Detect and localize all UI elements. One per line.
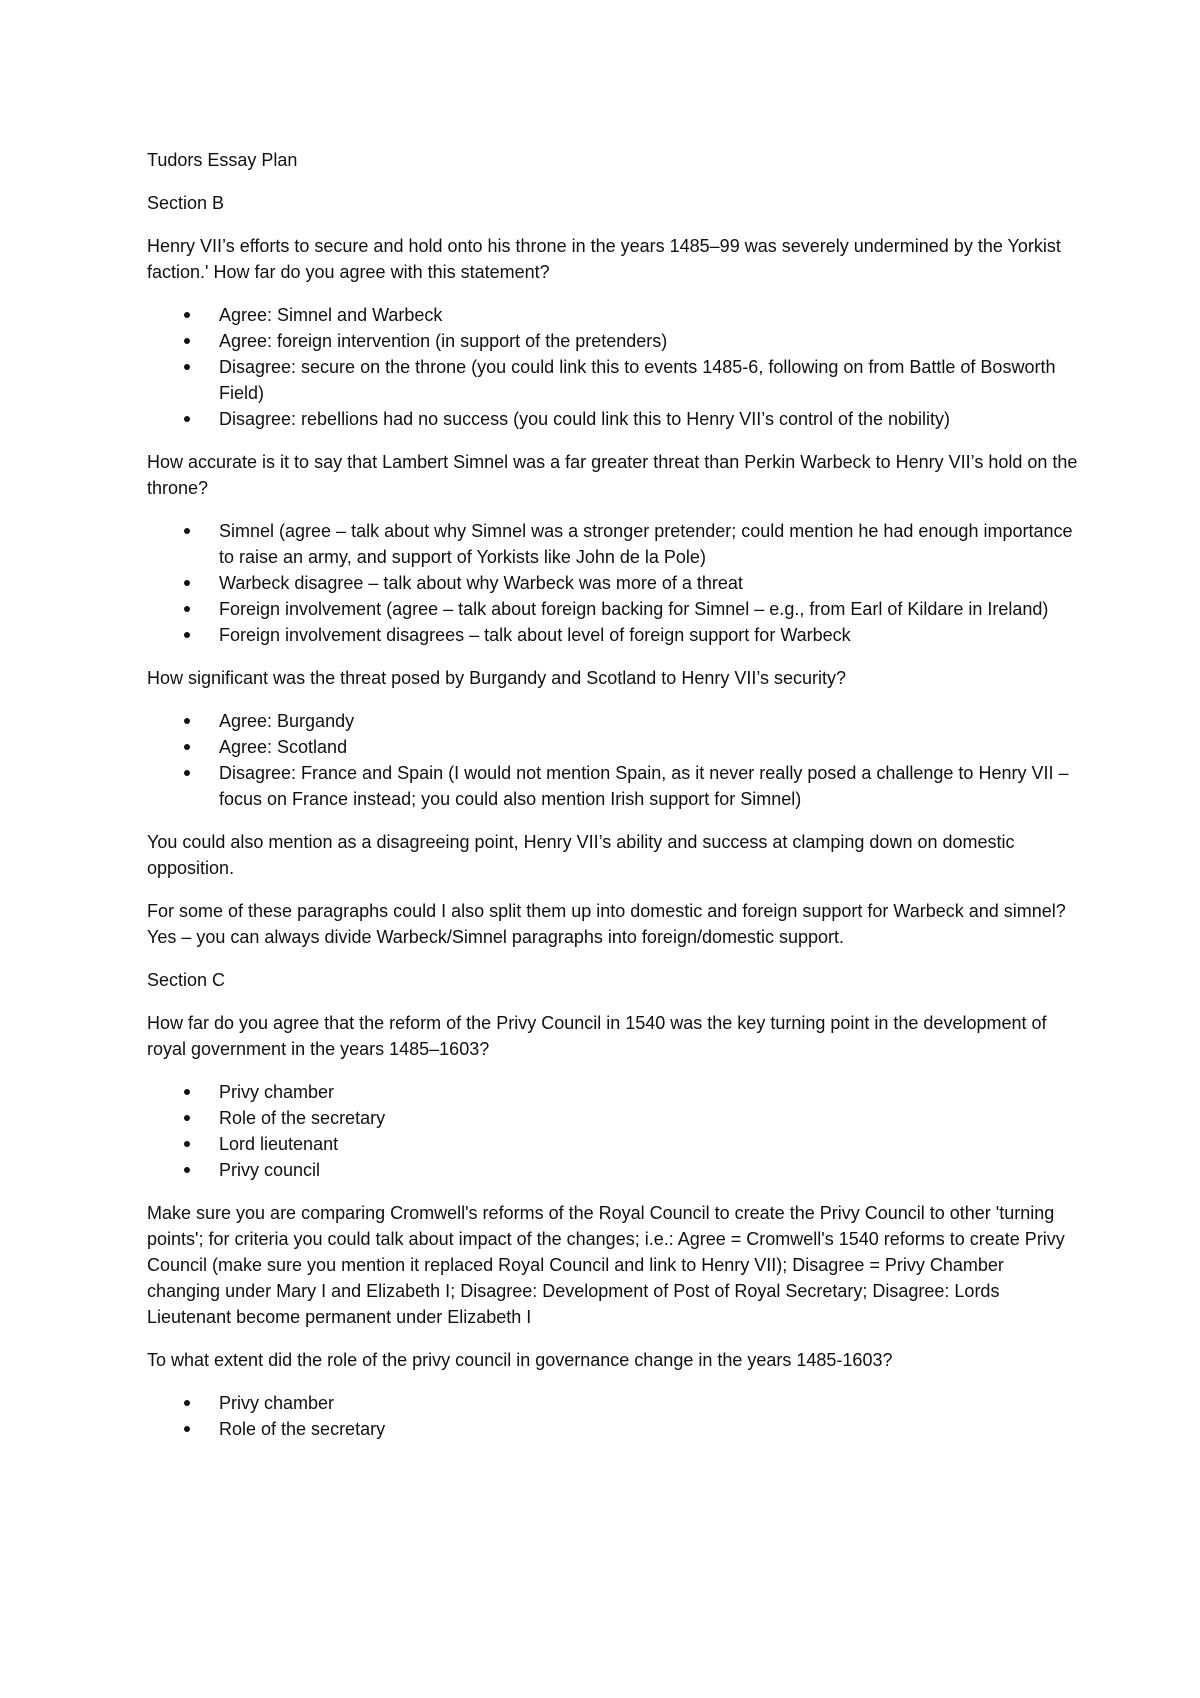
bullet-icon [184,364,190,370]
list-item: Agree: foreign intervention (in support of the pretenders) [147,328,1080,354]
bullet-icon [184,770,190,776]
bullet-icon [184,1167,190,1173]
question-2-points [147,518,1080,648]
question-3-points [147,708,1080,812]
bullet-icon [184,1400,190,1406]
list-item: Lord lieutenant [147,1131,1080,1157]
list-item: Agree: Scotland [147,734,1080,760]
note-domestic-foreign: For some of these paragraphs could I also split them up into domestic and foreign support for Warbeck and simnel? Yes – you can always divide Warbeck/Simnel paragraphs into foreign/domestic support. [147,901,1066,947]
bullet-icon [184,416,190,422]
bullet-icon [184,528,190,534]
note-cromwell-reforms: Make sure you are comparing Cromwell's reforms of the Royal Council to create the Privy Council to other 'turning points'; for criteria you could talk about impact of the changes; i.e.: Agree = Cromwell's 1540 reforms to create Privy Council (make sure you mention it replaced Royal Council and link to Henry VII); Disagree = Privy Chamber changing under Mary I and Elizabeth I; Disagree: Development of Post of Royal Secretary; Disagree: Lords Lieutenant become permanent under Elizabeth I [147,1203,1065,1327]
list-item: Foreign involvement disagrees – talk about level of foreign support for Warbeck [147,622,1080,648]
list-item: Role of the secretary [147,1416,1080,1442]
question-5: To what extent did the role of the privy council in governance change in the years 1485-1603? [147,1350,893,1370]
bullet-icon [184,632,190,638]
bullet-icon [184,744,190,750]
list-item: Role of the secretary [147,1105,1080,1131]
list-item: Agree: Simnel and Warbeck [147,302,1080,328]
question-1-points [147,302,1080,432]
bullet-icon [184,338,190,344]
note-domestic-opposition: You could also mention as a disagreeing point, Henry VII’s ability and success at clamping down on domestic opposition. [147,832,1015,878]
document-title: Tudors Essay Plan [147,150,298,170]
list-item: Disagree: rebellions had no success (you could link this to Henry VII’s control of the nobility) [147,406,1080,432]
bullet-icon [184,312,190,318]
list-item: Disagree: secure on the throne (you could link this to events 1485-6, following on from Battle of Bosworth Field) [147,354,1080,406]
bullet-icon [184,606,190,612]
question-2: How accurate is it to say that Lambert Simnel was a far greater threat than Perkin Warbeck to Henry VII’s hold on the throne? [147,452,1078,498]
list-item: Disagree: France and Spain (I would not mention Spain, as it never really posed a challenge to Henry VII – focus on France instead; you could also mention Irish support for Simnel) [147,760,1080,812]
bullet-icon [184,1141,190,1147]
list-item: Privy chamber [147,1079,1080,1105]
question-3: How significant was the threat posed by Burgandy and Scotland to Henry VII’s security? [147,668,847,688]
list-item: Simnel (agree – talk about why Simnel was a stronger pretender; could mention he had enough importance to raise an army, and support of Yorkists like John de la Pole) [147,518,1080,570]
bullet-icon [184,718,190,724]
question-5-points [147,1390,1080,1442]
list-item: Foreign involvement (agree – talk about foreign backing for Simnel – e.g., from Earl of Kildare in Ireland) [147,596,1080,622]
list-item: Privy chamber [147,1390,1080,1416]
question-4-points [147,1079,1080,1183]
list-item: Privy council [147,1157,1080,1183]
bullet-icon [184,1115,190,1121]
list-item: Agree: Burgandy [147,708,1080,734]
question-4: How far do you agree that the reform of the Privy Council in 1540 was the key turning point in the development of royal government in the years 1485–1603? [147,1013,1047,1059]
list-item: Warbeck disagree – talk about why Warbeck was more of a threat [147,570,1080,596]
question-1: Henry VII’s efforts to secure and hold onto his throne in the years 1485–99 was severely undermined by the Yorkist faction.' How far do you agree with this statement? [147,236,1061,282]
bullet-icon [184,580,190,586]
bullet-icon [184,1089,190,1095]
section-b-heading: Section B [147,193,225,213]
bullet-icon [184,1426,190,1432]
section-c-heading: Section C [147,970,226,990]
